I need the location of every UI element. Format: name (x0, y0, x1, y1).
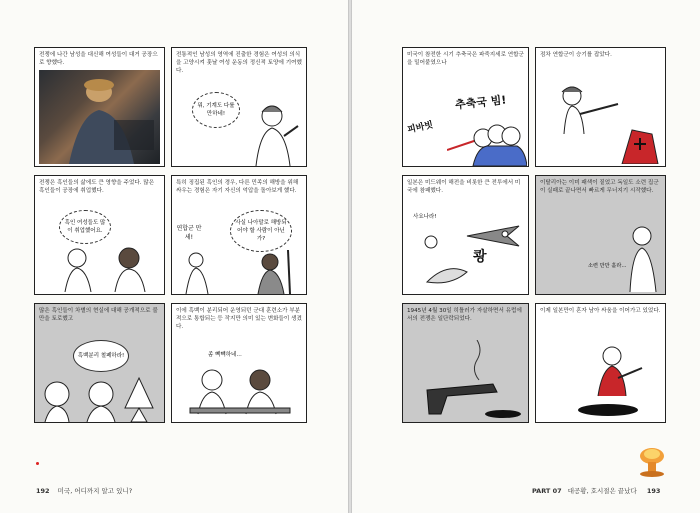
sfx-small: 피바빗 (406, 120, 435, 136)
side-shout: 연합군 만세! (176, 225, 202, 241)
sad-soldier-drawing (622, 222, 662, 292)
panel-caption: 점차 연합군이 승기를 잡았다. (540, 52, 612, 58)
panel-caption: 특히 징집된 흑인의 경우, 다른 민족의 해방을 위해 싸우는 경험은 자기 자신의 억압을 돌아보게 했다. (176, 180, 299, 194)
book-title: 미국, 어디까지 알고 있니? (57, 487, 133, 495)
panel-r1 (402, 47, 529, 167)
panel-caption: 이탈리아는 이미 패색이 짙었고 독일도 소련 집군이 실패로 끝나면서 빠르게 무너지기 시작했다. (540, 180, 659, 194)
panel-l4 (171, 175, 307, 295)
panel-r6 (535, 303, 666, 423)
worker-silhouette (39, 70, 160, 164)
panel-caption: 전쟁에 나간 남성을 대신해 여성들이 대거 공장으로 향했다. (39, 52, 158, 66)
sfx-big: 추축국 빔! (454, 93, 507, 112)
panel-caption: 일본은 미드웨이 해전을 비롯한 큰 전투에서 미국에 참패했다. (407, 180, 521, 194)
panel-l2 (171, 47, 307, 167)
thought-bubble: 사실 나아말로 해방되어야 할 사람이 아닌가? (230, 210, 292, 252)
dining-soldiers-drawing (180, 358, 300, 422)
panel-caption: 1945년 4월 30일 히틀러가 자살하면서 유럽에서의 전쟁은 일단락되었다. (407, 308, 522, 322)
lone-soldier-drawing (542, 334, 662, 418)
soldiers-drawing (178, 250, 298, 294)
page-number: 193 (646, 487, 661, 495)
left-page (0, 0, 348, 513)
axis-leaders-drawing (447, 110, 527, 166)
panel-l3 (34, 175, 165, 295)
whisper-text: 소련 만만 홀라… (588, 263, 627, 269)
allied-soldier-drawing (542, 74, 662, 164)
dogfight-drawing (407, 212, 525, 292)
panel-r5 (402, 303, 529, 423)
folio-left (36, 486, 132, 495)
chapter-title: 대공황, 호시절은 끝났다 (567, 487, 637, 495)
speech-text: 사요나라! (413, 214, 437, 220)
panel-r4 (535, 175, 666, 295)
protesters-drawing (41, 374, 159, 422)
speech-bubble: 뭐, 기계도 다룰 만하네! (192, 92, 240, 128)
part-label: PART 07 (532, 487, 562, 495)
panel-caption: 많은 흑인들이 차별의 현실에 대해 공개적으로 불만을 토로했고 (39, 308, 158, 322)
panel-caption: 전통적인 남성의 영역에 진출한 경험은 여성의 의식을 고양시켜 훗날 여성 운동의 정신적 토양에 기여했다. (176, 52, 302, 74)
panel-caption: 이에 흑백이 분리되어 운영되던 군대 훈련소가 부분적으로 통합되는 등 작지만 의미 있는 변화들이 생겼다. (176, 308, 302, 330)
mushroom-cloud-icon (638, 446, 666, 478)
two-workers-drawing (49, 242, 159, 292)
mumble-text: 좀 빽빽하네… (208, 352, 242, 358)
panel-r3 (402, 175, 529, 295)
speech-bubble: 흑인 여성들도 많이 취업했어요. (59, 210, 111, 244)
page-number: 192 (36, 487, 50, 495)
sfx-boom: 쾅 (473, 249, 487, 265)
speech-bubble: 흑백분리 철폐하라! (73, 340, 129, 372)
panel-r2 (535, 47, 666, 167)
right-page (352, 0, 700, 513)
panel-l5 (34, 303, 165, 423)
panel-l6 (171, 303, 307, 423)
panel-caption: 이제 일본만이 혼자 남아 싸움을 이어가고 있었다. (540, 308, 661, 314)
folio-right (532, 486, 660, 495)
panel-caption: 미국이 참전한 시기 추축국은 파죽지세로 연합군을 밀어붙였으나 (407, 52, 524, 66)
panel-l1 (34, 47, 165, 167)
pistol-drawing (407, 340, 525, 420)
panel-caption: 전쟁은 흑인들의 삶에도 큰 영향을 주었다. 많은 흑인들이 공장에 취업했다. (39, 180, 155, 194)
woman-worker-drawing (244, 96, 304, 166)
folio-dot (36, 462, 39, 465)
